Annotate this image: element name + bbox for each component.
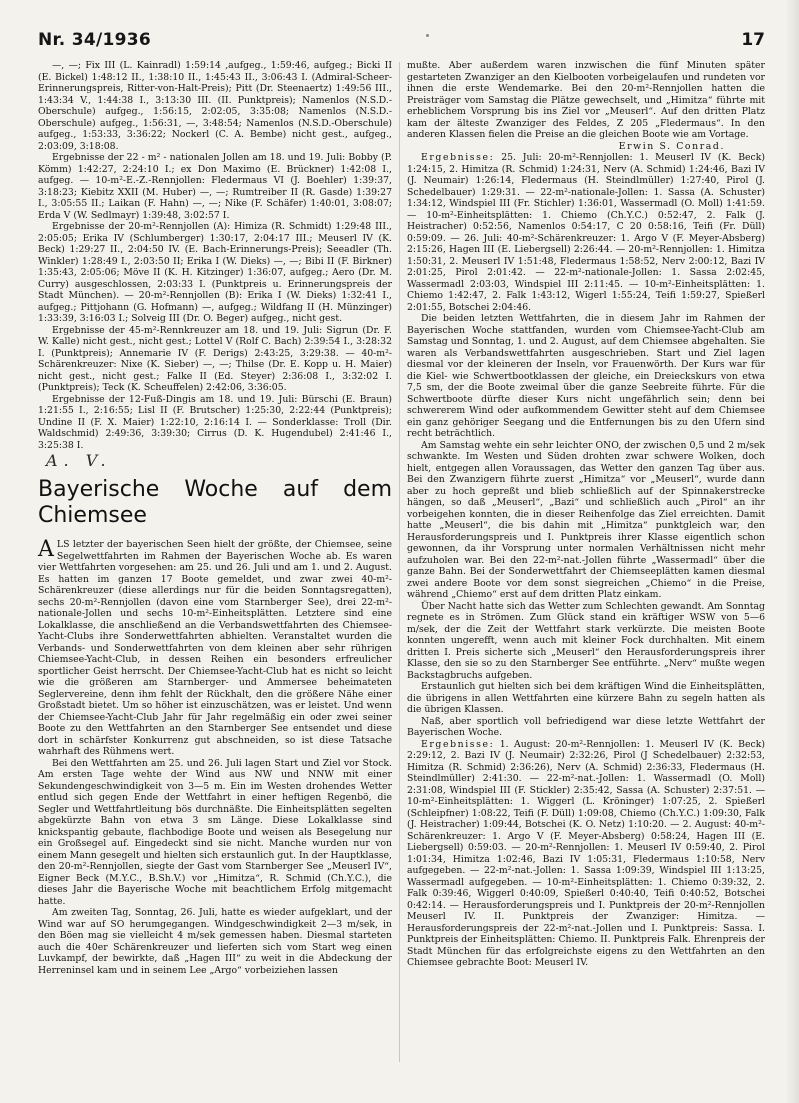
article-paragraph: Erstaunlich gut hielten sich bei dem kräftigen Wind die Einheitsplätten, die übrigens in allen Wettfahrten eine kürzere Bahn zu segeln hatten als die übrigen Klassen.: [407, 681, 765, 715]
page-number: 17: [741, 30, 765, 50]
article-first-paragraph-text: LS letzter der bayerischen Seen hielt der größte, der Chiemsee, seine Segelwettfahrten im Rahmen der Bayerischen Woche ab. Es waren vier Wettfahrten vorgesehen: am 25. und 26. Juli und am 1. und 2. August. Es hatten im ganzen 17 Boote gemeldet, und zwar zwei 40-m²-Schärenkreuzer (diese allerdings nur für die beiden Sonntagsregatten), sechs 20-m²-Rennjollen (davon eine vom Starnberger See), drei 22-m²-nationale-Jollen und sechs 10-m²-Einheitsplätten. Letztere sind eine Lokalklasse, die anschließend an die Verbandswettfahrten des Chiemsee-Yacht-Clubs ihre Sonderwettfahrten abhielten. Veranstaltet wurden die Verbands- und Sonderwettfahrten von dem kleinen aber sehr rührigen Chiemsee-Yacht-Club, in dessen Reihen ein besonders erfreulicher sportlicher Geist herrscht. Der Chiemsee-Yacht-Club hat es nicht so leicht wie die größeren am Starnberger- und Ammersee beheimateten Seglervereine, denn ihm fehlt der Rückhalt, den die größere Nähe einer Großstadt bietet. Um so höher ist einzuschätzen, was er leistet. Und wenn der Chiemsee-Yacht-Club Jahr für Jahr regelmäßig ein oder zwei seiner Boote zu den Wettfahrten an den Starnberger See entsendet und diese dort in schärfster Konkurrenz gut abschneiden, so ist diese Tatsache wahrhaft des Rühmens wert.: [38, 539, 392, 757]
results-text: 1. August: 20-m²-Rennjollen: 1. Meuserl IV (K. Beck) 2:29:12, 2. Bazi IV (J. Neumair) 2:32:26, Pirol (J Schedelbauer) 2:32:53, Himitza (R. Schmid) 2:36:26), Nerv (A. Schmid) 2:36:33, Fledermaus (H. Steindlmüller) 2:41:30. — 22-m²-nat.-Jollen: 1. Wassermadl (O. Moll) 2:31:08, Windspiel III (F. Stickler) 2:35:42, Sassa (A. Schuster) 2:37:51. — 10-m²-Einheitsplätten: 1. Wiggerl (L. Kröninger) 1:07:25, 2. Spießerl (Schleipfner) 1:08:22, Teifi (F. Düll) 1:09:08, Chiemo (Ch.Y.C.) 1:09:30, Falk (J. Heistracher) 1:09:44, Botschei (K. O. Netz) 1:10:20. — 2. August: 40-m²-Schärenkreuzer: 1. Argo V (F. Meyer-Absberg) 0:58:24, Hagen III (E. Liebergsell) 0:59:03. — 20-m²-Rennjollen: 1. Meuserl IV 0:59:40, 2. Pirol 1:01:34, Himitza 1:02:46, Bazi IV 1:05:31, Fledermaus 1:10:58, Nerv aufgegeben. — 22-m²-nat.-Jollen: 1. Sassa 1:09:39, Windspiel III 1:13:25, Wassermadl aufgegeben. — 10-m²-Einheitsplätten: 1. Chiemo 0:39:32, 2. Falk 0:39:46, Wiggerl 0:40:09, Spießerl 0:40:40, Teifi 0:40:52, Botschei 0:42:14. — Herausforderungspreis und I. Punktpreis der 20-m²-Rennjollen Meuserl IV. II. Punktpreis der Zwanziger: Himitza. — Herausforderungspreis der 22-m²-nat.-Jollen und I. Punktpreis: Sassa. I. Punktpreis der Einheitsplätten: Chiemo. II. Punktpreis Falk. Ehrenpreis der Stadt München für das erfolgreichste eigens zu den Wettfahrten an den Chiemsee gebrachte Boot: Meuserl IV.: [407, 738, 765, 968]
results-paragraph: Ergebnisse der 22 - m² - nationalen Jollen am 18. und 19. Juli: Bobby (P. Kömm) 1:42:27, 2:24:10 I.; ex Don Maximo (E. Brückner) 1:42:08 I., aufgeg. — 10-m²-E.-Z.-Rennjollen: Fledermaus VI (J. Boehler) 1:39:37, 3:18:23; Kiebitz XXII (M. Huber) —, —; Rumtreiber II (R. Gasde) 1:39:27 I., 3:05:55 II.; Laikan (F. Hahn) —, —; Nike (F. Schäfer) 1:40:01, 3:08:07; Erda V (W. Sedlmayr) 1:39:48, 3:02:57 I.: [38, 152, 392, 221]
results-paragraph: Ergebnisse der 45-m²-Rennkreuzer am 18. und 19. Juli: Sigrun (Dr. F. W. Kalle) nicht gest., nicht gest.; Lottel V (Rolf C. Bach) 2:39:54 I., 3:28:32 I. (Punktpreis); Annemarie IV (F. Derigs) 2:43:25, 3:29:38. — 40-m²-Schärenkreuzer: Nixe (K. Sieber) —, —; Thilse (Dr. E. Kopp u. H. Maier) nicht gest., nicht gest.; Falke II (Ed. Steyer) 2:36:08 I., 3:32:02 I. (Punktpreis); Teck (K. Scheuffelen) 2:42:06, 3:36:05.: [38, 324, 392, 393]
article-paragraph: Über Nacht hatte sich das Wetter zum Schlechten gewandt. Am Sonntag regnete es in Strömen. Zum Glück stand ein kräftiger WSW von 5—6 m/sek, der die Zeit der Wettfahrt stark verkürzte. Die meisten Boote konnten ungerefft, wenn auch mit kleiner Fock durchhalten. Mit einem dritten I. Preis sicherte sich „Meuserl“ den Herausforderungspreis ihrer Klasse, den sie so zu den Starnberger See entführte. „Nerv“ mußte wegen Backstagbruchs aufgeben.: [407, 600, 765, 681]
article-paragraph: Am Samstag wehte ein sehr leichter ONO, der zwischen 0,5 und 2 m/sek schwankte. Im Westen und Süden drohten zwar schwere Wolken, doch hielt, entgegen allen Voraussagen, das Wetter den ganzen Tag über aus. Bei den Zwanzigern führte zuerst „Himitza“ vor „Meuserl“, wurde dann aber zu hoch gepreßt und blieb schließlich auf der Spinnakerstrecke hängen, so daß „Meuserl“, „Bazi“ und schließlich auch „Pirol“ an ihr vorbeigehen konnten, die in dieser Reihenfolge das Ziel erreichten. Damit hatte „Meuserl“, die bis dahin mit „Himitza“ punktgleich war, den Herausforderungspreis und I. Punktpreis ihrer Klasse eigentlich schon gewonnen, da ihr Vorsprung unter normalen Verhältnissen nicht mehr aufzuholen war. Bei den 22-m²-nat.-Jollen führte „Wassermadl“ über die ganze Bahn. Bei der Sonderwettfahrt der Chiemseeplätten kamen diesmal zwei andere Boote vor dem sonst siegreichen „Chiemo“ in die Preise, während „Chiemo“ erst auf dem dritten Platz einkam.: [407, 439, 765, 600]
results-paragraph: Ergebnisse der 20-m²-Rennjollen (A): Himiza (R. Schmidt) 1:29:48 III., 2:05:05; Erika IV (Schlumberger) 1:30:17, 2:04:17 III.; Meuserl IV (K. Beck) 1:29:27 II., 2:04:50 IV. (E. Bach-Erinnerungs-Preis); Seeadler (Th. Winkler) 1:28:49 I., 2:03:50 II; Erika I (W. Dieks) —, —; Bibi II (F. Birkner) 1:35:43, 2:05:06; Möve II (K. H. Kitzinger) 1:36:07, aufgeg.; Aero (Dr. M. Curry) ausgeschlossen, 2:03:33 I. (Punktpreis u. Erinnerungspreis der Stadt München). — 20-m²-Rennjollen (B): Erika I (W. Dieks) 1:32:41 I., aufgeg.; Pittjohann (G. Hofmann) —, aufgeg.; Wildfang II (H. Münzinger) 1:33:39, 3:16:03 I.; Solveig III (Dr. O. Beger) aufgeg., nicht gest.: [38, 221, 392, 324]
right-column: [407, 60, 765, 969]
article-paragraph: Am zweiten Tag, Sonntag, 26. Juli, hatte es wieder aufgeklart, und der Wind war auf SO herumgegangen. Windgeschwindigkeit 2—3 m/sek, in den Böen mag sie vielleicht 4 m/sek gemessen haben. Diesmal starteten auch die 40er Schärenkreuzer und lieferten sich vom Start weg einen Luvkampf, der bewirkte, daß „Hagen III“ zu weit in die Abdeckung der Herreninsel kam und in seinem Lee „Argo“ vorbeiziehen lassen: [38, 907, 392, 976]
results-text: 25. Juli: 20-m²-Rennjollen: 1. Meuserl IV (K. Beck) 1:24:15, 2. Himitza (R. Schmid) 1:24:31, Nerv (A. Schmid) 1:24:46, Bazi IV (J. Neumair) 1:26:14, Fledermaus (H. Steindlmüller) 1:27:40, Pirol (J. Schedelbauer) 1:29:31. — 22-m²-nationale-Jollen: 1. Sassa (A. Schuster) 1:34:12, Windspiel III (Fr. Stichler) 1:36:01, Wassermadl (O. Moll) 1:41:59. — 10-m²-Einheitsplätten: 1. Chiemo (Ch.Y.C.) 0:52:47, 2. Falk (J. Heistracher) 0:52:56, Namenlos 0:54:17, C 20 0:58:16, Teifi (Fr. Düll) 0:59:09. — 26. Juli: 40-m²-Schärenkreuzer: 1. Argo V (F. Meyer-Absberg) 2:15:26, Hagen III (E. Liebergsell) 2:26:44. — 20-m²-Rennjollen: 1. Himitza 1:50:31, 2. Meuserl IV 1:51:48, Fledermaus 1:58:52, Nerv 2:00:12, Bazi IV 2:01:25, Pirol 2:01:42. — 22-m²-nationale-Jollen: 1. Sassa 2:02:45, Wassermadl 2:03:03, Windspiel III 2:11:45. — 10-m²-Einheitsplätten: 1. Chiemo 1:42:47, 2. Falk 1:43:12, Wigerl 1:55:24, Teifi 1:59:27, Spießerl 2:01:55, Botschei 2:04:46.: [407, 152, 765, 313]
article-paragraph: Naß, aber sportlich voll befriedigend war diese letzte Wettfahrt der Bayerischen Woche.: [407, 715, 765, 738]
article-title: Bayerische Woche auf dem Chiemsee: [38, 477, 392, 528]
article-paragraph: mußte. Aber außerdem waren inzwischen die fünf Minuten später gestarteten Zwanziger an den Kielbooten vorbeigelaufen und rundeten vor ihnen die erste Wendemarke. Bei den 20-m²-Rennjollen hatten die Preisträger vom Samstag die Plätze gewechselt, und „Himitza“ führte mit erheblichem Vorsprung bis ins Ziel vor „Meuserl“. Auf den dritten Platz kam der älteste Zwanziger des Feldes, Z 205 „Fledermaus“. In den anderen Klassen fielen die Preise an die gleichen Boote wie am Vortage.: [407, 60, 765, 140]
column-divider: [399, 62, 400, 1062]
issue-number: Nr. 34/1936: [38, 30, 152, 50]
scan-artifact: [426, 34, 429, 37]
results-block: [407, 152, 765, 313]
article-paragraph: Bei den Wettfahrten am 25. und 26. Juli lagen Start und Ziel vor Stock. Am ersten Tage wehte der Wind aus NW und NNW mit einer Sekundengeschwindigkeit von 3—5 m. Ein im Westen drohendes Wetter entlud sich gegen Ende der Wettfahrt in einer heftigen Regenbö, die Segler und Wettfahrtleitung bös durchnäßte. Die Einheitsplätten segelten abgekürzte Bahn von etwa 3 sm Länge. Diese Lokalklasse sind knickspantig gebaute, flachbodige Boote und weisen als Besegelung nur ein Großsegel auf. Eingedeckt sind sie nicht. Manche wurden nur von einem Mann gesegelt und hielten sich erstaunlich gut. In der Hauptklasse, den 20-m²-Rennjollen, siegte der Gast vom Starnberger See „Meuserl IV“, Eigner Beck (M.Y.C., B.Sh.V.) vor „Himitza“, R. Schmid (Ch.Y.C.), die dieses Jahr die Bayerische Woche mit beachtlichem Erfolg mitgemacht hatte.: [38, 757, 392, 907]
results-label: Ergebnisse:: [421, 152, 495, 163]
scan-edge-shadow: [785, 0, 799, 1103]
handwritten-annotation: A. V.: [46, 451, 112, 470]
left-column: [38, 60, 392, 976]
results-paragraph: —, —; Fix III (L. Kainradl) 1:59:14 ,aufgeg., 1:59:46, aufgeg.; Bicki II (E. Bickel) 1:48:12 II., 1:38:10 II., 1:45:43 II., 3:06:43 I. (Admiral-Scheer-Erinnerungspreis, Ritter-von-Halt-Preis); Pitt (Dr. Steenaertz) 1:49:56 III., 1:43:34 V., 1:44:38 I., 3:13:30 III. (II. Punktpreis); Namenlos (N.S.D.-Oberschule) aufgeg., 1:56:15, 2:02:05, 3:35:08; Namenlos (N.S.D.-Oberschule) aufgeg., 1:56:31, —, 3:48:54; Namenlos (N.S.D.-Oberschule) aufgeg., 1:53:33, 3:36:22; Nockerl (C. A. Bembe) nicht gest., aufgeg., 2:03:09, 3:18:08.: [38, 60, 392, 152]
article-first-paragraph: [38, 539, 392, 758]
results-label: Ergebnisse:: [421, 738, 495, 750]
article-author: Erwin S. Conrad.: [618, 140, 725, 152]
drop-cap: A: [38, 537, 54, 562]
results-paragraph: Ergebnisse der 12-Fuß-Dingis am 18. und 19. Juli: Bürschi (E. Braun) 1:21:55 I., 2:16:55; Lisl II (F. Brutscher) 1:25:30, 2:22:44 (Punktpreis); Undine II (F. X. Maier) 1:22:10, 2:16:14 I. — Sonderklasse: Troll (Dir. Waldschmid) 2:49:36, 3:39:30; Cirrus (D. K. Hugendubel) 2:41:46 I., 3:25:38 I.: [38, 393, 392, 451]
article-heading-block: [38, 451, 392, 529]
results-block: [407, 739, 765, 969]
article-paragraph: Die beiden letzten Wettfahrten, die in diesem Jahr im Rahmen der Bayerischen Woche stattfanden, wurden vom Chiemsee-Yacht-Club am Samstag und Sonntag, 1. und 2. August, auf dem Chiemsee abgehalten. Sie waren als Verbandswettfahrten ausgeschrieben. Start und Ziel lagen diesmal vor der kleineren der Inseln, vor Frauenwörth. Der Kurs war für die Kiel- wie Schwertbootklassen der gleiche, ein Dreieckskurs von etwa 7,5 sm, der die Boote zweimal über die ganze Seebreite führte. Für die Schwertboote dürfte dieser Kurs nicht ungefährlich sein; denn bei schwererem Wind oder aufkommendem Gewitter steht auf dem Chiemsee ein ganz gehöriger Seegang und die Entfernungen bis zu den Ufern sind recht beträchtlich.: [407, 313, 765, 439]
